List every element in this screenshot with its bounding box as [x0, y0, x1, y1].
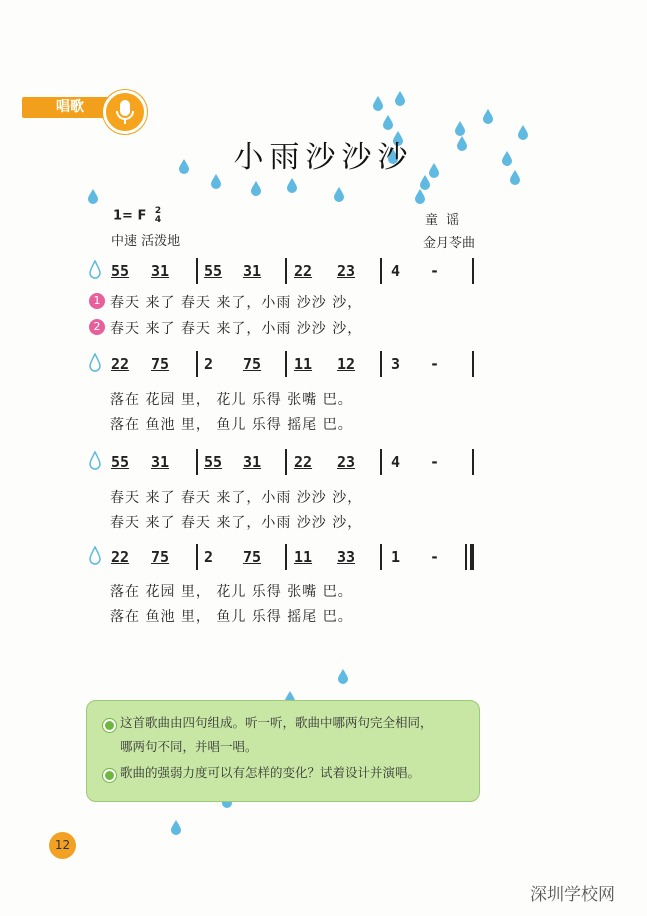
bar-line — [380, 544, 382, 570]
score-note: 31 — [243, 453, 262, 471]
bar-line — [285, 351, 287, 377]
raindrop-icon — [88, 546, 102, 566]
score-note: 22 — [294, 453, 313, 471]
score-note: - — [430, 453, 440, 471]
microphone-icon — [103, 90, 147, 134]
verse-number-badge: 2 — [89, 319, 105, 335]
bar-line — [196, 544, 198, 570]
score-note: 1 — [391, 548, 401, 566]
lyricist: 童 谣 — [425, 213, 462, 228]
page-number: 12 — [49, 832, 76, 859]
score-note: 33 — [337, 548, 356, 566]
info-text-1: 这首歌曲由四句组成。听一听，歌曲中哪两句完全相同， — [120, 715, 433, 730]
lyric-line: 落在 鱼池 里， 鱼儿 乐得 摇尾 巴。 — [110, 609, 353, 625]
score-note: 2 — [204, 355, 214, 373]
score-note: 2 — [204, 548, 214, 566]
score-note: 75 — [243, 355, 262, 373]
score-note: 11 — [294, 548, 313, 566]
bullet-icon — [103, 719, 116, 732]
bar-line — [380, 258, 382, 284]
bar-line — [285, 258, 287, 284]
bar-line — [472, 351, 474, 377]
score-note: 22 — [111, 355, 130, 373]
lyric-line: 落在 花园 里， 花儿 乐得 张嘴 巴。 — [110, 392, 353, 408]
score-note: 55 — [111, 453, 130, 471]
score-note: - — [430, 262, 440, 280]
score-note: 23 — [337, 453, 356, 471]
bar-line — [196, 449, 198, 475]
song-title: 小雨沙沙沙 — [233, 140, 414, 175]
bar-line — [472, 449, 474, 475]
bar-line — [285, 449, 287, 475]
score-note: 22 — [111, 548, 130, 566]
score-note: 75 — [243, 548, 262, 566]
raindrop-icon — [88, 353, 102, 373]
lyric-line: 春天 来了 春天 来了，小雨 沙沙 沙， — [110, 295, 363, 311]
bar-line — [470, 544, 474, 570]
score-note: - — [430, 355, 440, 373]
composer: 金月苓曲 — [423, 236, 476, 251]
tempo-marking: 中速 活泼地 — [111, 234, 181, 249]
bar-line — [196, 258, 198, 284]
lyric-line: 春天 来了 春天 来了，小雨 沙沙 沙， — [110, 490, 363, 506]
score-note: 23 — [337, 262, 356, 280]
bar-line — [380, 351, 382, 377]
score-note: 75 — [151, 355, 170, 373]
final-bar-line — [465, 544, 467, 570]
score-note: 22 — [294, 262, 313, 280]
bullet-icon — [103, 769, 116, 782]
lyric-line: 落在 鱼池 里， 鱼儿 乐得 摇尾 巴。 — [110, 417, 353, 433]
score-note: 31 — [151, 453, 170, 471]
lyric-line: 春天 来了 春天 来了，小雨 沙沙 沙， — [110, 321, 363, 337]
bar-line — [380, 449, 382, 475]
score-note: 31 — [151, 262, 170, 280]
score-note: 55 — [111, 262, 130, 280]
score-note: 31 — [243, 262, 262, 280]
raindrop-icon — [88, 260, 102, 280]
info-box — [86, 700, 480, 802]
bar-line — [472, 258, 474, 284]
score-note: 55 — [204, 453, 223, 471]
lyric-line: 落在 花园 里， 花儿 乐得 张嘴 巴。 — [110, 584, 353, 600]
key-signature: 1= F 2 4 — [113, 206, 162, 225]
time-signature-top: 2 — [154, 206, 162, 216]
bar-line — [285, 544, 287, 570]
bar-line — [196, 351, 198, 377]
info-text-2: 歌曲的强弱力度可以有怎样的变化？试着设计并演唱。 — [120, 765, 421, 780]
section-tag-bar — [22, 97, 50, 118]
score-note: 11 — [294, 355, 313, 373]
section-tag-label: 唱歌 — [50, 97, 108, 118]
score-note: 3 — [391, 355, 401, 373]
score-note: 12 — [337, 355, 356, 373]
lyric-line: 春天 来了 春天 来了，小雨 沙沙 沙， — [110, 515, 363, 531]
raindrop-icon — [88, 451, 102, 471]
score-note: 4 — [391, 262, 401, 280]
score-note: 4 — [391, 453, 401, 471]
score-note: 75 — [151, 548, 170, 566]
info-text-1b: 哪两句不同，并唱一唱。 — [120, 739, 258, 754]
score-note: - — [430, 548, 440, 566]
verse-number-badge: 1 — [89, 293, 105, 309]
time-signature-bottom: 4 — [154, 215, 162, 225]
score-note: 55 — [204, 262, 223, 280]
watermark: 深圳学校网 — [530, 885, 615, 905]
